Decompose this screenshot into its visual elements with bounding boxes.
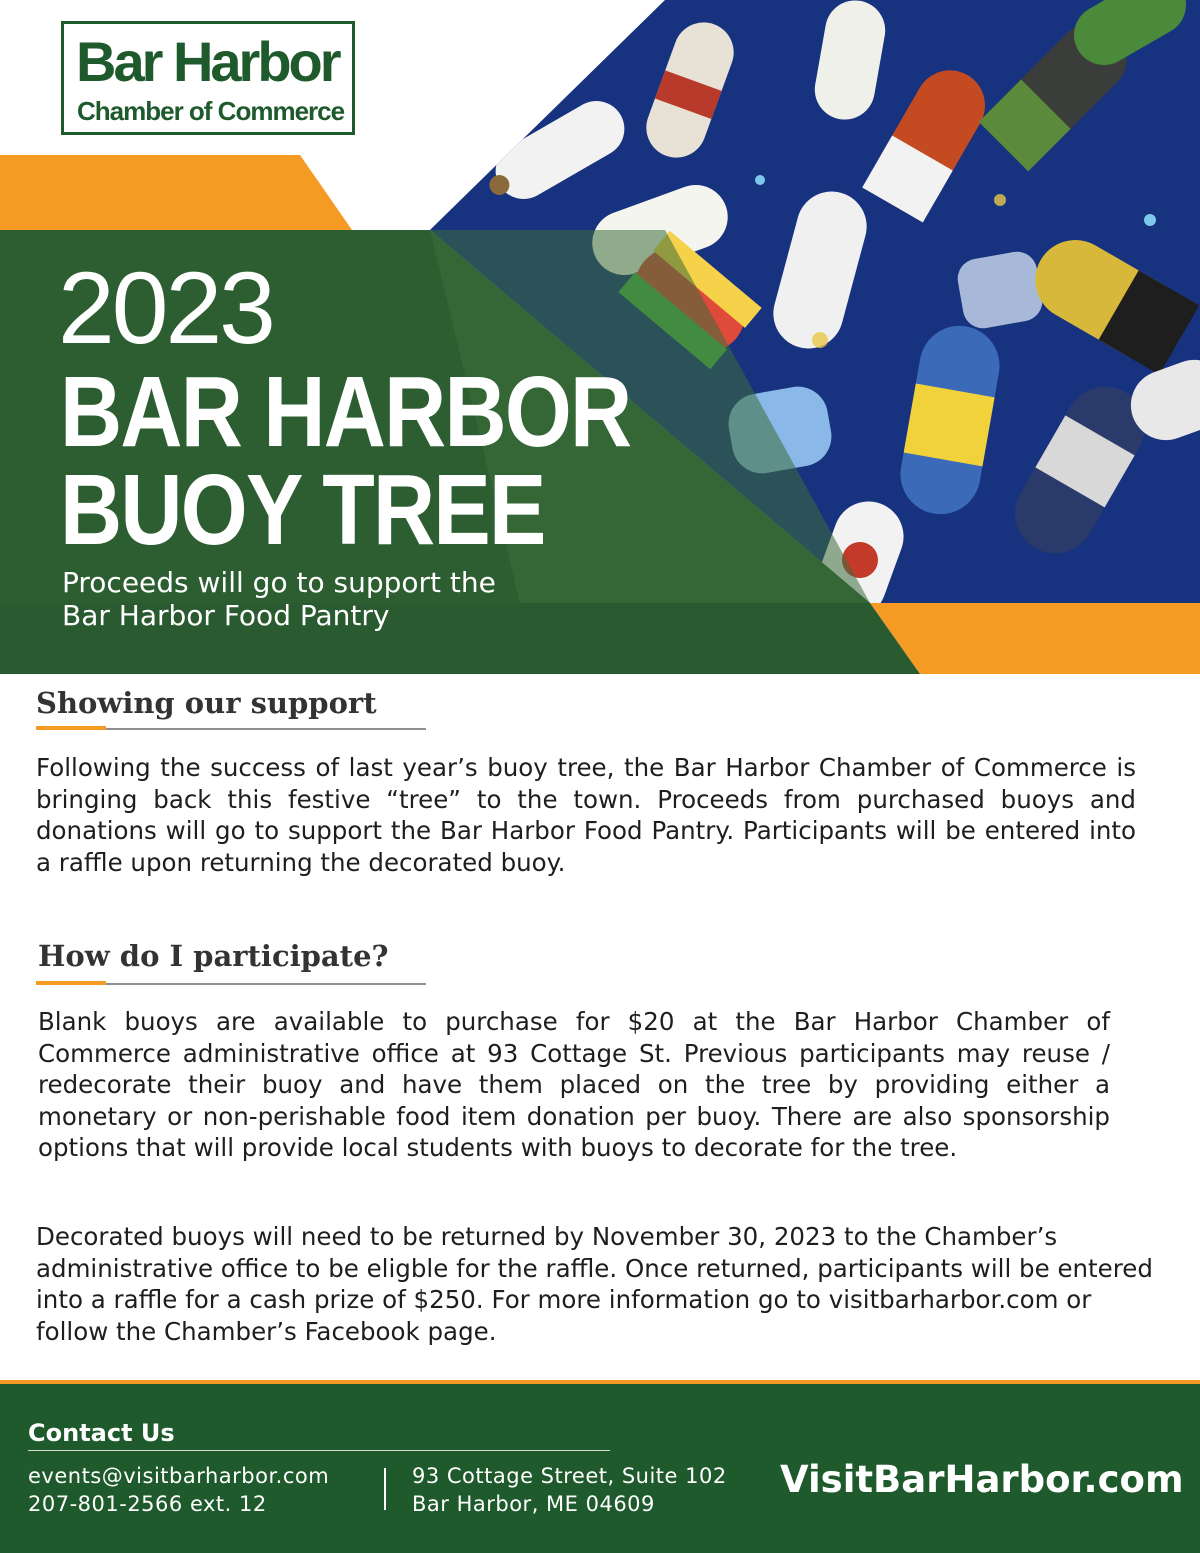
orange-stripe-right [870,603,1200,674]
logo-subtitle: Chamber of Commerce [77,96,345,126]
hero-title-line2: BUOY TREE [60,454,545,566]
contact-address-line2: Bar Harbor, ME 04609 [412,1492,655,1516]
hero-banner [0,0,1200,674]
contact-vertical-divider [384,1468,386,1510]
hero-title-line1: BAR HARBOR [60,356,631,468]
section-heading-support: Showing our support [36,686,377,720]
chamber-logo [61,21,355,135]
section-body-participate: Blank buoys are available to purchase for $20 at the Bar Harbor Chamber of Commerce administrative office at 93 Cottage St. Previous participants may reuse / redecorate their buoy and have them placed on the tree by providing either a monetary or non-perishable food item donation per buoy. There are also sponsorship options that will provide local students with buoys to decorate for the tree. [38,1007,1110,1162]
contact-address-line1: 93 Cottage Street, Suite 102 [412,1464,727,1488]
section-accent-bar [36,726,106,730]
hero-year: 2023 [58,251,273,365]
section-heading-participate: How do I participate? [38,939,389,973]
section-accent-bar [36,981,106,985]
website-link[interactable]: VisitBarHarbor.com [780,1458,1184,1501]
contact-heading: Contact Us [28,1419,175,1447]
contact-email[interactable]: events@visitbarharbor.com [28,1464,330,1488]
section-body-raffle: Decorated buoys will need to be returned by November 30, 2023 to the Chamber’s administrative office to be eligble for the raffle. Once returned, participants will be entered into a raffle for a cash prize of $250. For more information go to visitbarharbor.com or follow the Chamber’s Facebook page. [36,1222,1153,1346]
contact-divider-line [28,1450,610,1451]
logo-title: Bar Harbor [76,30,339,93]
section-body-support: Following the success of last year’s buoy tree, the Bar Harbor Chamber of Commerce is bringing back this festive “tree” to the town. Proceeds from purchased buoys and donations will go to support the Bar Harbor Food Pantry. Participants will be entered into a raffle upon returning the decorated buoy. [36,753,1136,877]
footer-accent-line [0,1380,1200,1384]
hero-subtitle-line2: Bar Harbor Food Pantry [62,599,390,632]
contact-phone[interactable]: 207-801-2566 ext. 12 [28,1492,267,1516]
footer [0,1380,1200,1553]
hero-subtitle-line1: Proceeds will go to support the [62,566,496,599]
orange-stripe-left [0,155,352,230]
